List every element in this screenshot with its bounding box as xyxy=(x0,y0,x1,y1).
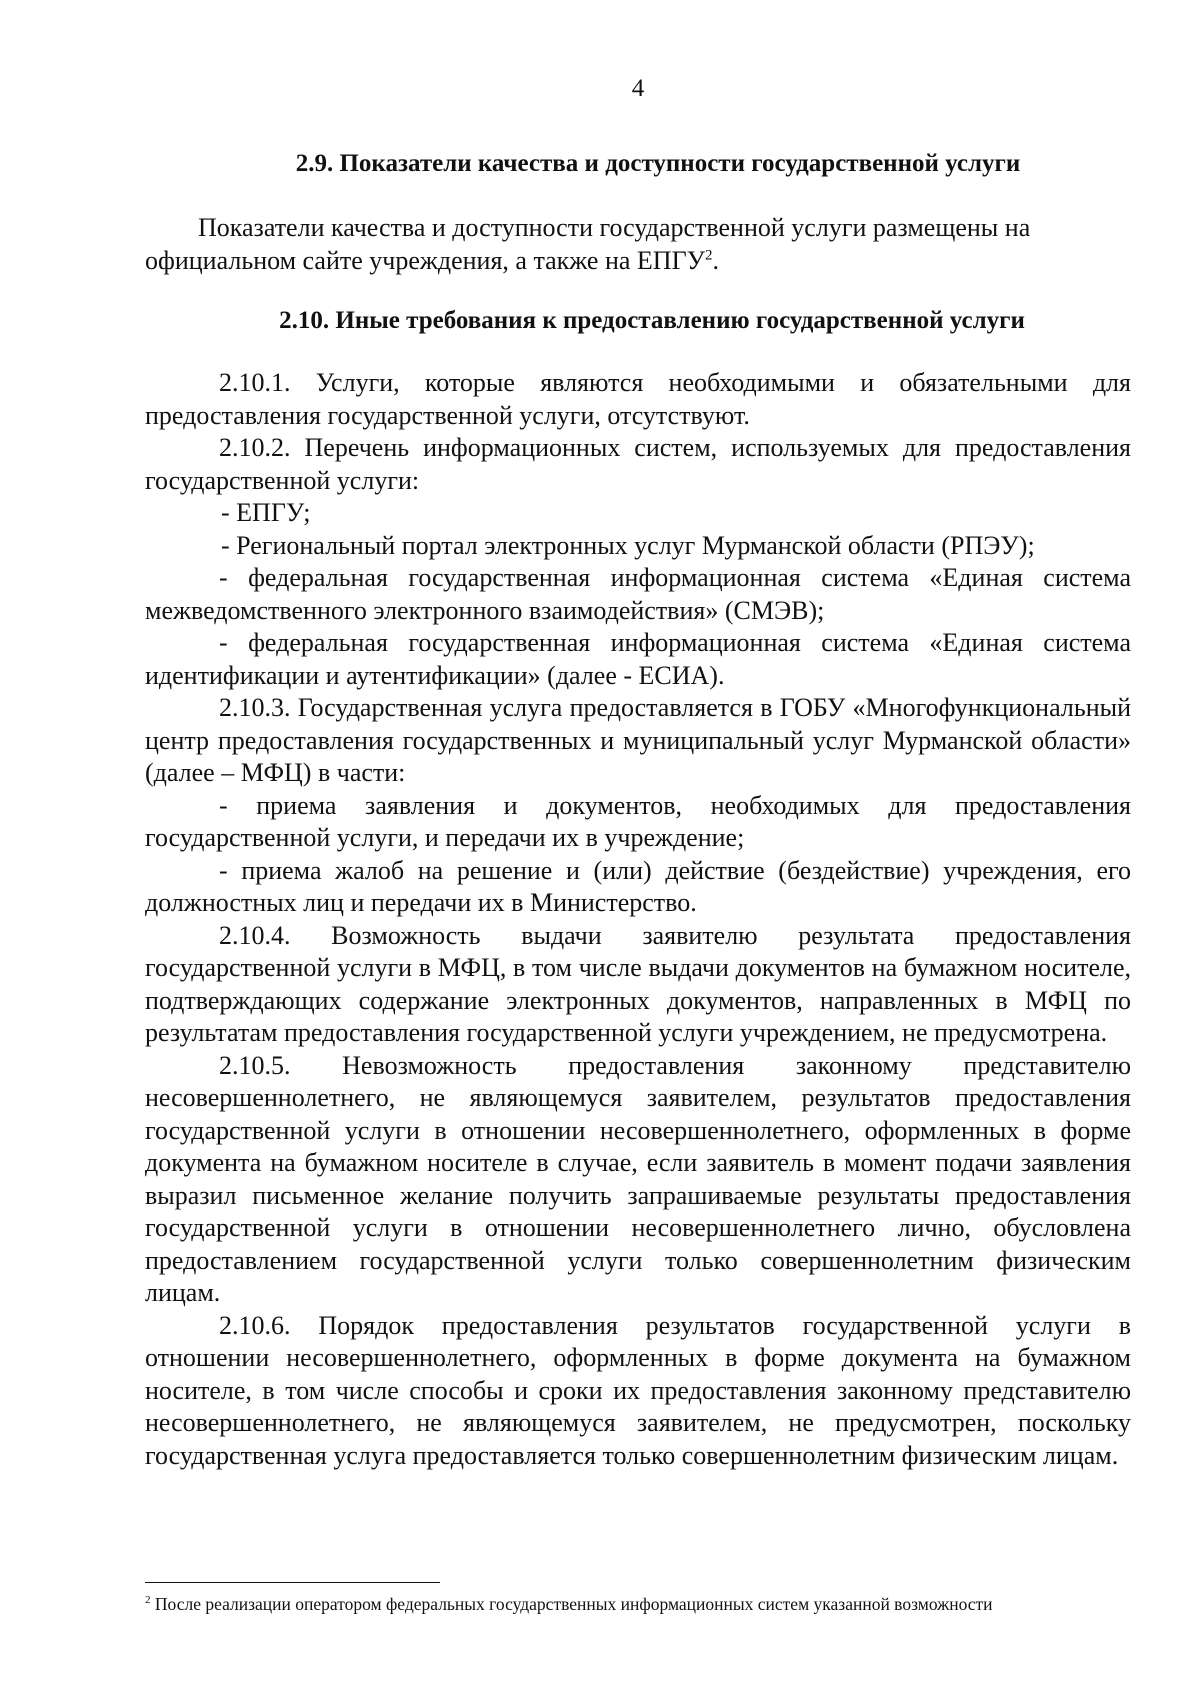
section-2-9-text: Показатели качества и доступности государственной услуги размещены на официальном сайте учреждения, а также на ЕПГУ xyxy=(145,213,1031,275)
footnote-separator xyxy=(145,1582,440,1583)
paragraph-2-10-6: 2.10.6. Порядок предоставления результатов государственной услуги в отношении несовершеннолетнего, оформленных в форме документа на бумажном носителе, в том числе способы и сроки их предоставления законному представителю несовершеннолетнего, не являющемуся заявителем, не предусмотрен, поскольку государственная услуга предоставляется только совершеннолетним физическим лицам. xyxy=(145,1310,1131,1470)
paragraph-2-10-5: 2.10.5. Невозможность предоставления законному представителю несовершеннолетнего, не являющемуся заявителем, результатов предоставления государственной услуги в отношении несовершеннолетнего, оформленных в форме документа на бумажном носителе в случае, если заявитель в момент подачи заявления выразил письменное желание получить запрашиваемые результаты предоставления государственной услуги в отношении несовершеннолетнего лично, обусловлена предоставлением государственной услуги только совершеннолетним физическим лицам. xyxy=(145,1050,1131,1307)
section-heading-2-10: 2.10. Иные требования к предоставлению государственной услуги xyxy=(279,307,1025,334)
section-2-9-paragraph xyxy=(145,212,1131,277)
footnote-reference[interactable]: 2 xyxy=(705,246,713,263)
paragraph-2-10-4: 2.10.4. Возможность выдачи заявителю результата предоставления государственной услуги в МФЦ, в том числе выдачи документов на бумажном носителе, подтверждающих содержание электронных документов, направленных в МФЦ по результатам предоставления государственной услуги учреждением, не предусмотрена. xyxy=(145,920,1131,1047)
section-heading-2-9: 2.9. Показатели качества и доступности государственной услуги xyxy=(295,150,1021,177)
list-item-esia: - федеральная государственная информационная система «Единая система идентификации и аутентификации» (далее - ЕСИА). xyxy=(145,628,1131,690)
footnote xyxy=(145,1592,1145,1616)
paragraph-2-10-2: 2.10.2. Перечень информационных систем, используемых для предоставления государственной услуги: xyxy=(145,433,1131,495)
page-number: 4 xyxy=(631,75,645,102)
list-item-smev: - федеральная государственная информационная система «Единая система межведомственного электронного взаимодействия» (СМЭВ); xyxy=(145,563,1131,625)
footnote-text: После реализации оператором федеральных государственных информационных систем указанной возможности xyxy=(150,1594,993,1614)
document-body xyxy=(145,148,1131,1472)
paragraph-2-10-1: 2.10.1. Услуги, которые являются необходимыми и обязательными для предоставления государственной услуги, отсутствуют. xyxy=(145,368,1131,430)
paragraph-2-10-3: 2.10.3. Государственная услуга предоставляется в ГОБУ «Многофункциональный центр предоставления государственных и муниципальный услуг Мурманской области» (далее – МФЦ) в части: xyxy=(145,693,1131,787)
footnote-marker: 2 xyxy=(145,1594,151,1607)
list-item-rpeu: - Региональный портал электронных услуг Мурманской области (РПЭУ); xyxy=(221,530,1035,560)
list-item-applications: - приема заявления и документов, необходимых для предоставления государственной услуги, и передачи их в учреждение; xyxy=(145,790,1131,852)
section-2-9-text-end: . xyxy=(712,245,720,275)
list-item-complaints: - приема жалоб на решение и (или) действие (бездействие) учреждения, его должностных лиц и передачи их в Министерство. xyxy=(145,855,1131,917)
list-item-epgu: - ЕПГУ; xyxy=(221,498,311,527)
